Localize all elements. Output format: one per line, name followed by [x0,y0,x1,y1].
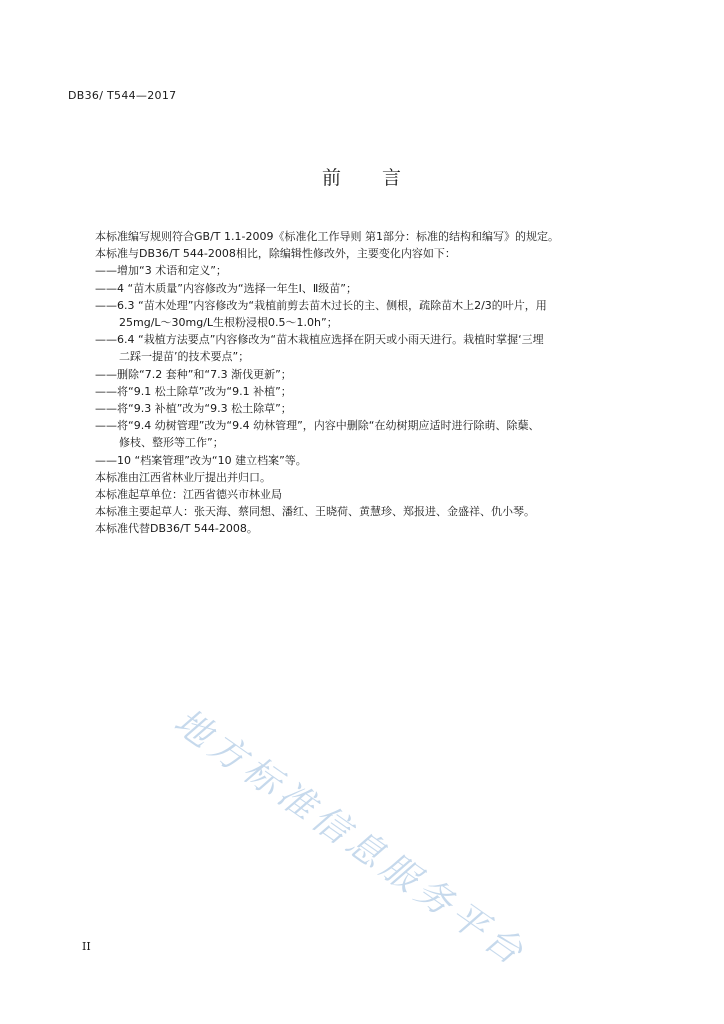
change-item: ——删除“7.2 套种”和“7.3 渐伐更新”； [95,367,292,381]
title-part-1: 前 [321,167,342,189]
change-item-continued: 25mg/L～30mg/L生根粉浸根0.5～1.0h”； [119,316,338,330]
paragraph-proposer: 本标准由江西省林业厅提出并归口。 [95,470,271,484]
title-part-2: 言 [382,167,403,189]
document-code: DB36/ T544—2017 [68,89,177,102]
change-item: ——将“9.1 松土除草”改为“9.1 补植”； [95,384,292,398]
paragraph-drafters: 本标准主要起草人：张天海、蔡同想、潘红、王晓荷、黄慧珍、郑报进、金盛祥、仇小琴。 [95,505,535,519]
change-item-continued: 二踩一提苗’的技术要点”； [119,350,250,364]
change-item: ——增加“3 术语和定义”； [95,264,227,278]
paragraph-replaces: 本标准代替DB36/T 544-2008。 [95,522,258,536]
change-item: ——4 “苗木质量”内容修改为“选择一年生Ⅰ、Ⅱ级苗”； [95,281,357,295]
change-item: ——将“9.4 幼树管理”改为“9.4 幼林管理”，内容中删除“在幼树期应适时进行除萌、除蘖、 [95,419,540,433]
paragraph-comparison: 本标准与DB36/T 544-2008相比，除编辑性修改外，主要变化内容如下： [95,247,456,261]
paragraph-compliance: 本标准编写规则符合GB/T 1.1-2009《标准化工作导则 第1部分：标准的结构和编写》的规定。 [95,230,559,243]
watermark: 地方标准信息服务平台 [166,701,535,976]
change-item: ——将“9.3 补植”改为“9.3 松土除草”； [95,402,292,416]
change-item: ——6.4 “栽植方法要点”内容修改为“苗木栽植应选择在阴天或小雨天进行。栽植时掌握‘三埋 [95,333,544,347]
page-number: II [82,940,91,953]
change-item-continued: 修枝、整形等工作”； [119,436,224,450]
change-item: ——6.3 “苗木处理”内容修改为“栽植前剪去苗木过长的主、侧根，疏除苗木上2/3的叶片，用 [95,298,547,312]
paragraph-drafting-unit: 本标准起草单位：江西省德兴市林业局 [95,488,282,502]
page-title [0,163,724,190]
change-item: ——10 “档案管理”改为“10 建立档案”等。 [95,453,307,467]
foreword-body [95,228,655,538]
